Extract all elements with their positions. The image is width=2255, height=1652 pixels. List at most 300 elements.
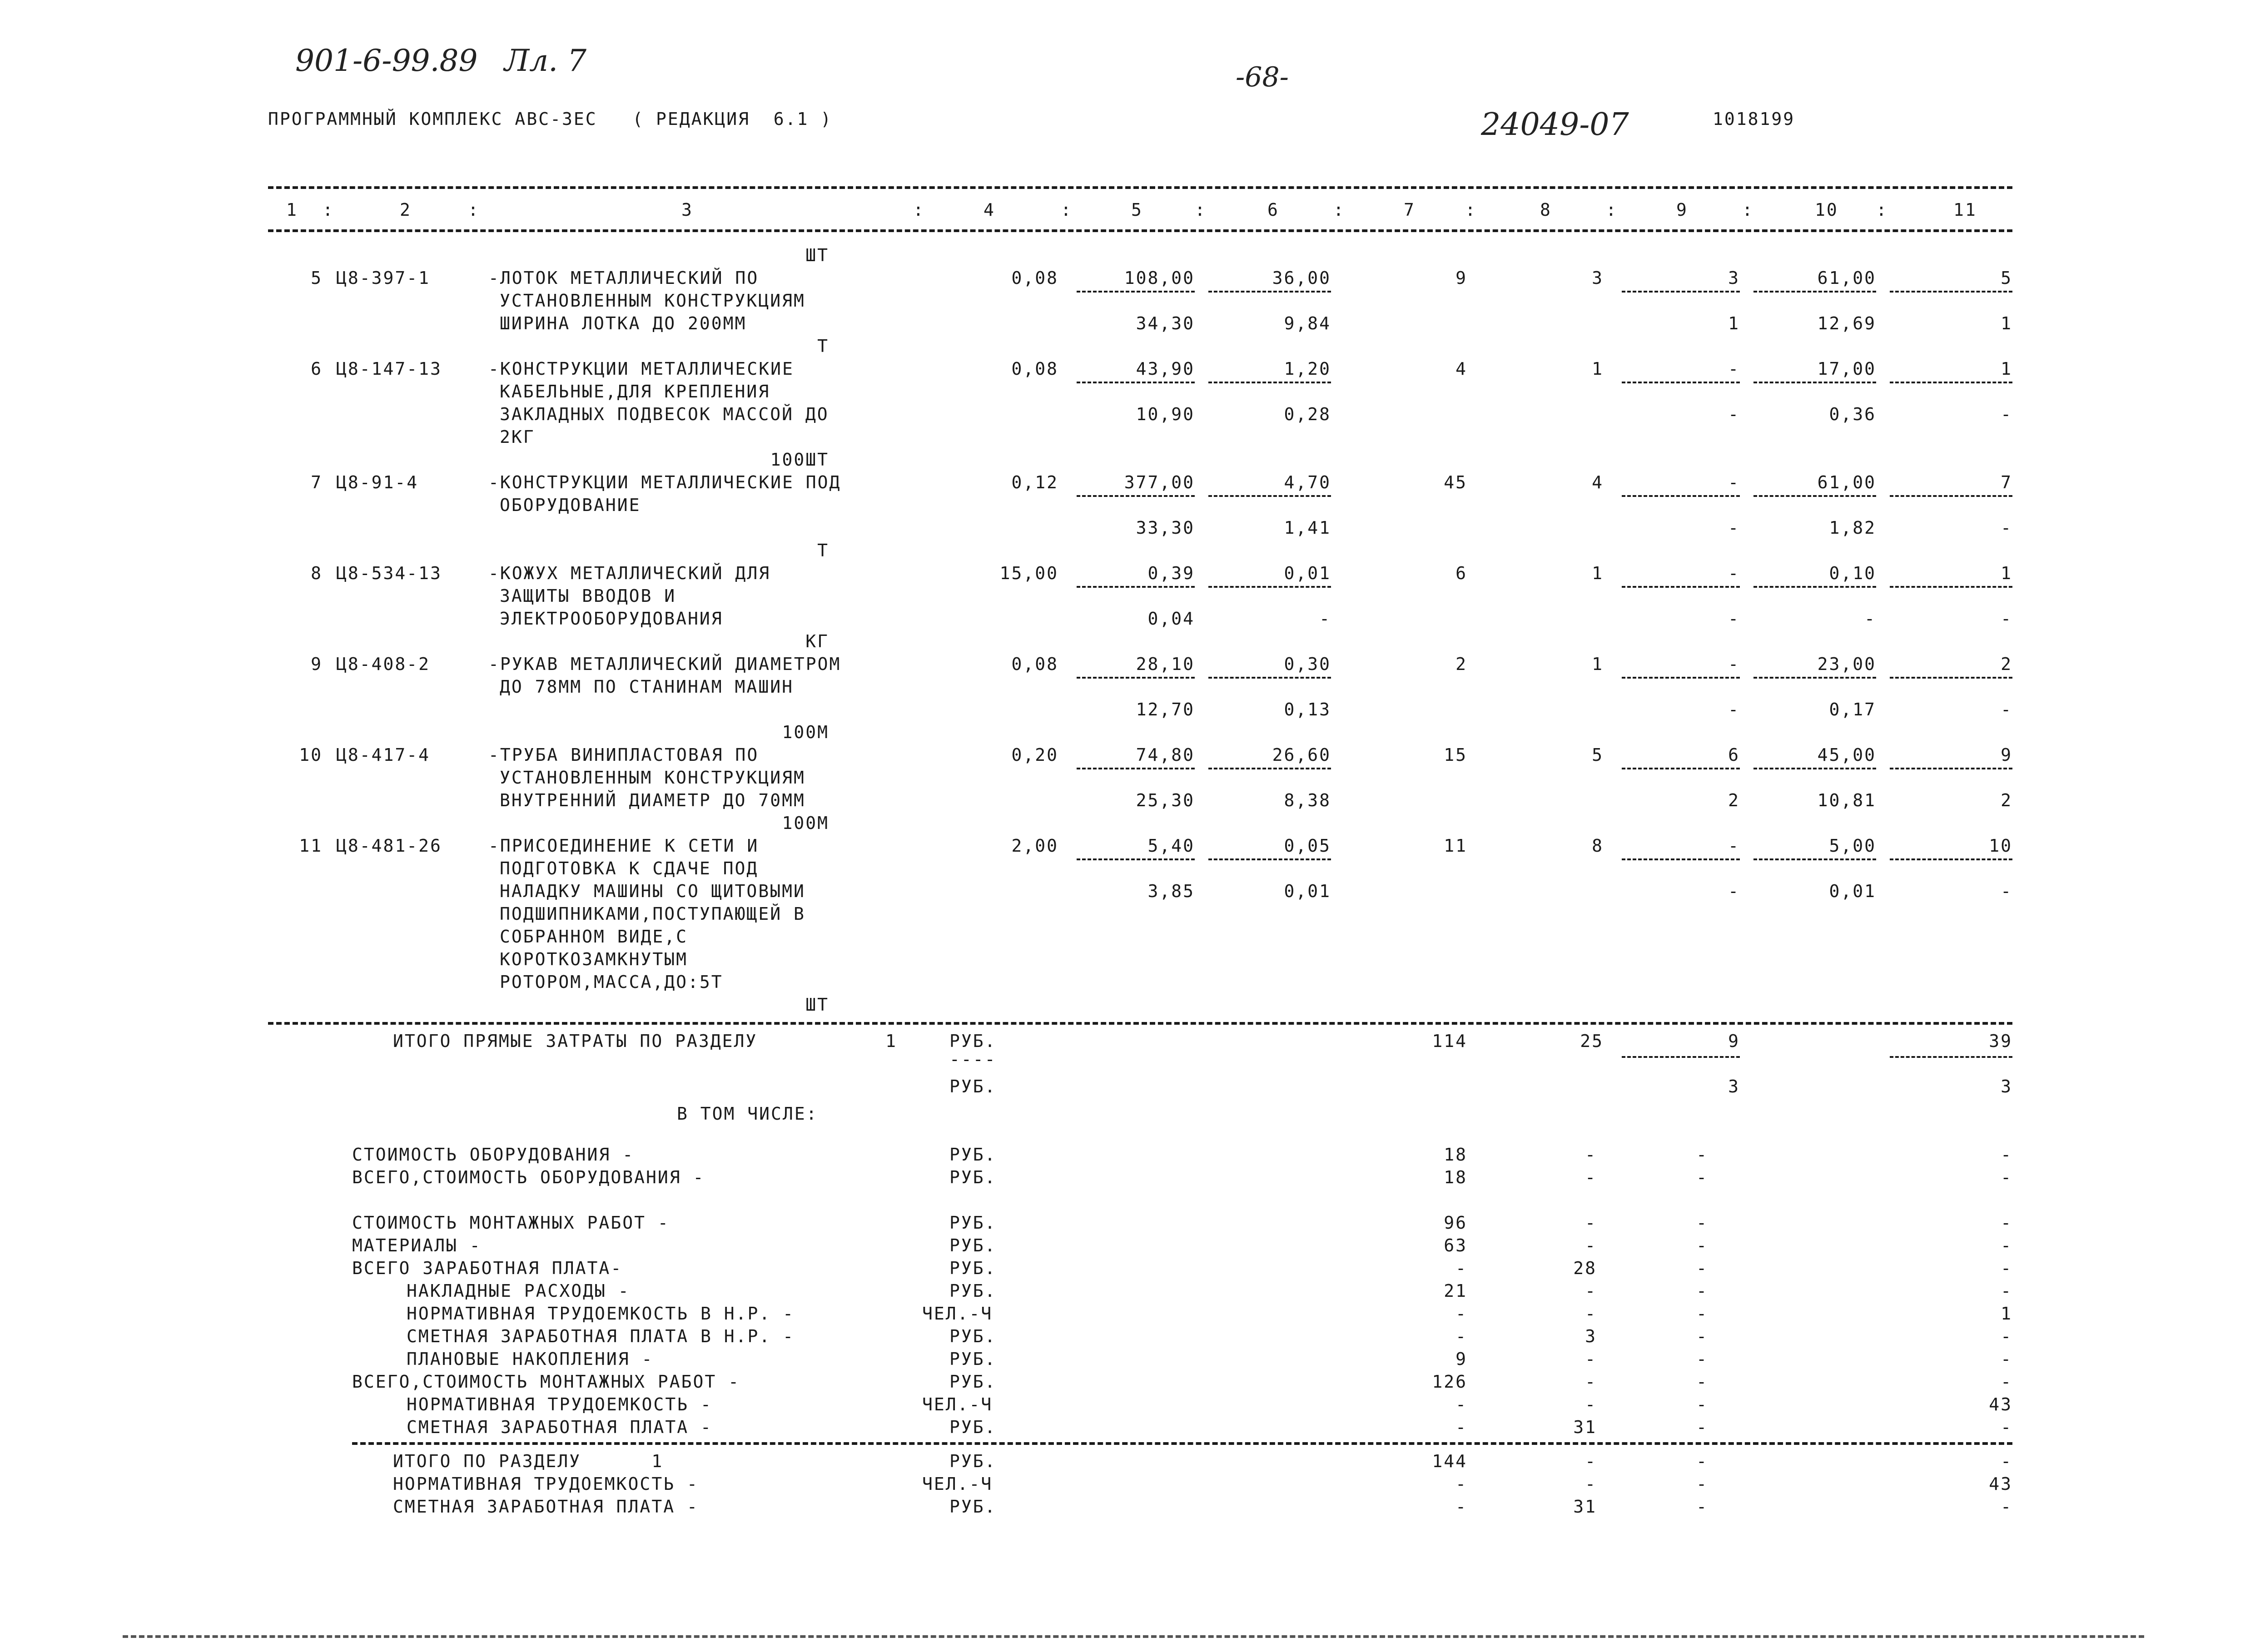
summary-col11: - xyxy=(2001,1167,2012,1187)
section-total-col9: - xyxy=(1696,1497,1708,1517)
col10-value: 0,10 xyxy=(1829,563,1876,583)
item-code: Ц8-91-4 xyxy=(336,472,419,492)
doc-number: 1018199 xyxy=(1713,109,1795,129)
item-description-line: НАЛАДКУ МАШИНЫ СО ЩИТОВЫМИ xyxy=(500,881,805,901)
column-number: 1 xyxy=(286,200,298,220)
col7-value: 2 xyxy=(1455,654,1467,674)
sub-rule xyxy=(1622,1056,1740,1058)
section-total-label: СМЕТНАЯ ЗАРАБОТНАЯ ПЛАТА - xyxy=(393,1497,699,1517)
section-total-col11: - xyxy=(2001,1497,2012,1517)
col7-value: 6 xyxy=(1455,563,1467,583)
direct-total-unit: РУБ. xyxy=(949,1031,997,1051)
item-description-line: 2КГ xyxy=(500,427,535,447)
item-code: Ц8-534-13 xyxy=(336,563,442,583)
sub-rule xyxy=(1753,382,1876,383)
summary-col11: - xyxy=(2001,1349,2012,1369)
summary-col7: 18 xyxy=(1444,1167,1467,1187)
col9-value: - xyxy=(1728,472,1740,492)
item-number: 5 xyxy=(311,268,323,288)
summary-col7: 18 xyxy=(1444,1145,1467,1165)
direct-total-col11: 39 xyxy=(1989,1031,2012,1051)
unit-label: 100М xyxy=(782,813,829,833)
item-number: 6 xyxy=(311,359,323,379)
sub-rule xyxy=(1622,858,1740,860)
col10-value: 61,00 xyxy=(1817,268,1876,288)
sub-rule xyxy=(1208,382,1331,383)
direct-total-unit2: РУБ. xyxy=(949,1077,997,1096)
summary-label: НАКЛАДНЫЕ РАСХОДЫ - xyxy=(407,1281,630,1301)
item-description-line: ЗАЩИТЫ ВВОДОВ И xyxy=(500,586,676,606)
sub-rule xyxy=(1753,291,1876,293)
item-description-line: ЭЛЕКТРООБОРУДОВАНИЯ xyxy=(500,609,723,629)
summary-col11: - xyxy=(2001,1145,2012,1165)
col8-value: 5 xyxy=(1592,745,1604,765)
unit-label: КГ xyxy=(805,631,829,651)
col5-value: 108,00 xyxy=(1124,268,1195,288)
col5-subvalue: 34,30 xyxy=(1136,313,1195,333)
summary-col7: 21 xyxy=(1444,1281,1467,1301)
column-separator: : xyxy=(1465,200,1477,220)
summary-col9: - xyxy=(1696,1281,1708,1301)
item-number: 8 xyxy=(311,563,323,583)
handwritten-doc-number: 24049-07 xyxy=(1481,107,1629,143)
summary-col8: - xyxy=(1585,1349,1597,1369)
col11-value: 1 xyxy=(2001,359,2012,379)
col6-subvalue: 8,38 xyxy=(1284,790,1331,810)
sub-rule xyxy=(1622,586,1740,588)
summary-label: ВСЕГО ЗАРАБОТНАЯ ПЛАТА- xyxy=(352,1258,623,1278)
section-total-col7: - xyxy=(1455,1474,1467,1494)
col5-value: 5,40 xyxy=(1147,836,1195,856)
program-title: ПРОГРАММНЫЙ КОМПЛЕКС АВС-3ЕС ( РЕДАКЦИЯ 6.1 ) xyxy=(268,109,833,129)
col5-subvalue: 33,30 xyxy=(1136,518,1195,538)
summary-label: ВСЕГО,СТОИМОСТЬ МОНТАЖНЫХ РАБОТ - xyxy=(352,1372,740,1392)
summary-col9: - xyxy=(1696,1167,1708,1187)
item-description-line: -РУКАВ МЕТАЛЛИЧЕСКИЙ ДИАМЕТРОМ xyxy=(488,654,841,674)
col11-subvalue: - xyxy=(2001,518,2012,538)
summary-col11: - xyxy=(2001,1372,2012,1392)
col10-subvalue: 10,81 xyxy=(1817,790,1876,810)
quantity: 15,00 xyxy=(999,563,1058,583)
col6-value: 1,20 xyxy=(1284,359,1331,379)
col10-value: 5,00 xyxy=(1829,836,1876,856)
column-separator: : xyxy=(1742,200,1754,220)
sub-rule xyxy=(1077,586,1195,588)
summary-col7: 63 xyxy=(1444,1235,1467,1255)
col9-subvalue: 1 xyxy=(1728,313,1740,333)
sub-rule xyxy=(1890,677,2012,679)
summary-col9: - xyxy=(1696,1213,1708,1233)
summary-col11: 1 xyxy=(2001,1304,2012,1324)
summary-col9: - xyxy=(1696,1326,1708,1346)
item-description-line: -ТРУБА ВИНИПЛАСТОВАЯ ПО xyxy=(488,745,759,765)
col6-subvalue: 1,41 xyxy=(1284,518,1331,538)
summary-unit: РУБ. xyxy=(949,1326,997,1346)
col9-value: 3 xyxy=(1728,268,1740,288)
unit-label: 100ШТ xyxy=(770,450,829,470)
summary-unit: ЧЕЛ.-Ч xyxy=(922,1394,993,1414)
sub-rule xyxy=(1208,858,1331,860)
column-number: 10 xyxy=(1815,200,1838,220)
column-separator: : xyxy=(468,200,480,220)
sub-rule xyxy=(1753,858,1876,860)
column-number: 5 xyxy=(1131,200,1143,220)
column-separator: : xyxy=(323,200,334,220)
direct-total-col11-sub: 3 xyxy=(2001,1077,2012,1096)
summary-col8: - xyxy=(1585,1145,1597,1165)
including-label: В ТОМ ЧИСЛЕ: xyxy=(677,1104,818,1124)
col6-value: 26,60 xyxy=(1272,745,1331,765)
section-total-col9: - xyxy=(1696,1474,1708,1494)
summary-label: СМЕТНАЯ ЗАРАБОТНАЯ ПЛАТА В Н.Р. - xyxy=(407,1326,795,1346)
section-total-col9: - xyxy=(1696,1451,1708,1471)
col9-value: - xyxy=(1728,654,1740,674)
sub-rule xyxy=(1622,382,1740,383)
column-number: 8 xyxy=(1540,200,1552,220)
column-number: 7 xyxy=(1404,200,1416,220)
col10-value: 45,00 xyxy=(1817,745,1876,765)
col8-value: 8 xyxy=(1592,836,1604,856)
sub-rule xyxy=(1208,768,1331,769)
summary-label: МАТЕРИАЛЫ - xyxy=(352,1235,482,1255)
section-total-col11: 43 xyxy=(1989,1474,2012,1494)
summary-col11: 43 xyxy=(1989,1394,2012,1414)
summary-col8: - xyxy=(1585,1213,1597,1233)
bottom-dotted-line xyxy=(123,1635,2144,1638)
col10-subvalue: 12,69 xyxy=(1817,313,1876,333)
col10-value: 17,00 xyxy=(1817,359,1876,379)
column-separator: : xyxy=(1333,200,1345,220)
sub-rule xyxy=(1890,382,2012,383)
col11-subvalue: 2 xyxy=(2001,790,2012,810)
col10-value: 61,00 xyxy=(1817,472,1876,492)
section-total-unit: РУБ. xyxy=(949,1451,997,1471)
column-number: 11 xyxy=(1953,200,1977,220)
summary-col7: 126 xyxy=(1432,1372,1467,1392)
col6-subvalue: 9,84 xyxy=(1284,313,1331,333)
quantity: 0,12 xyxy=(1011,472,1058,492)
col8-value: 1 xyxy=(1592,563,1604,583)
sub-rule xyxy=(1622,291,1740,293)
summary-col9: - xyxy=(1696,1258,1708,1278)
summary-col9: - xyxy=(1696,1349,1708,1369)
col8-value: 1 xyxy=(1592,654,1604,674)
col8-value: 1 xyxy=(1592,359,1604,379)
summary-col9: - xyxy=(1696,1394,1708,1414)
sub-rule xyxy=(1890,586,2012,588)
direct-total-label: ИТОГО ПРЯМЫЕ ЗАТРАТЫ ПО РАЗДЕЛУ xyxy=(393,1031,758,1051)
section-total-rule xyxy=(352,1442,2012,1445)
col9-subvalue: - xyxy=(1728,404,1740,424)
column-separator: : xyxy=(1876,200,1888,220)
summary-unit: РУБ. xyxy=(949,1349,997,1369)
summary-col9: - xyxy=(1696,1145,1708,1165)
col9-subvalue: - xyxy=(1728,609,1740,629)
sub-rule xyxy=(1622,495,1740,497)
item-description-line: РОТОРОМ,МАССА,ДО:5Т xyxy=(500,972,723,992)
summary-col9: - xyxy=(1696,1417,1708,1437)
unit-label: ШТ xyxy=(805,995,829,1015)
summary-col7: - xyxy=(1455,1417,1467,1437)
item-description-line: -КОЖУХ МЕТАЛЛИЧЕСКИЙ ДЛЯ xyxy=(488,563,771,583)
sub-rule xyxy=(1890,1056,2012,1058)
col7-value: 9 xyxy=(1455,268,1467,288)
summary-col7: 96 xyxy=(1444,1213,1467,1233)
direct-total-col9: 9 xyxy=(1728,1031,1740,1051)
sub-rule xyxy=(1622,677,1740,679)
summary-unit: РУБ. xyxy=(949,1145,997,1165)
col5-value: 43,90 xyxy=(1136,359,1195,379)
item-description-line: -КОНСТРУКЦИИ МЕТАЛЛИЧЕСКИЕ ПОД xyxy=(488,472,841,492)
column-number: 3 xyxy=(681,200,693,220)
summary-label: НОРМАТИВНАЯ ТРУДОЕМКОСТЬ - xyxy=(407,1394,712,1414)
col10-subvalue: 0,17 xyxy=(1829,699,1876,719)
item-description-line: -ПРИСОЕДИНЕНИЕ К СЕТИ И xyxy=(488,836,759,856)
item-description-line: ШИРИНА ЛОТКА ДО 200ММ xyxy=(500,313,747,333)
col11-value: 5 xyxy=(2001,268,2012,288)
item-description-line: ПОДГОТОВКА К СДАЧЕ ПОД xyxy=(500,858,759,878)
col11-value: 7 xyxy=(2001,472,2012,492)
item-code: Ц8-417-4 xyxy=(336,745,431,765)
summary-col11: - xyxy=(2001,1235,2012,1255)
col6-subvalue: - xyxy=(1319,609,1331,629)
direct-total-dash: ---- xyxy=(949,1049,997,1069)
sub-rule xyxy=(1208,291,1331,293)
col6-value: 4,70 xyxy=(1284,472,1331,492)
summary-label: СТОИМОСТЬ МОНТАЖНЫХ РАБОТ - xyxy=(352,1213,670,1233)
summary-label: СТОИМОСТЬ ОБОРУДОВАНИЯ - xyxy=(352,1145,635,1165)
section-total-col8: 31 xyxy=(1573,1497,1597,1517)
item-description-line: УСТАНОВЛЕННЫМ КОНСТРУКЦИЯМ xyxy=(500,768,805,788)
col5-subvalue: 3,85 xyxy=(1147,881,1195,901)
col8-value: 3 xyxy=(1592,268,1604,288)
summary-col11: - xyxy=(2001,1258,2012,1278)
item-number: 9 xyxy=(311,654,323,674)
column-number: 6 xyxy=(1267,200,1279,220)
summary-col8: - xyxy=(1585,1235,1597,1255)
col5-subvalue: 0,04 xyxy=(1147,609,1195,629)
col10-subvalue: 0,36 xyxy=(1829,404,1876,424)
summary-unit: РУБ. xyxy=(949,1167,997,1187)
summary-col7: - xyxy=(1455,1326,1467,1346)
item-code: Ц8-147-13 xyxy=(336,359,442,379)
col11-value: 9 xyxy=(2001,745,2012,765)
summary-col11: - xyxy=(2001,1417,2012,1437)
quantity: 0,20 xyxy=(1011,745,1058,765)
sub-rule xyxy=(1890,768,2012,769)
summary-label: НОРМАТИВНАЯ ТРУДОЕМКОСТЬ В Н.Р. - xyxy=(407,1304,795,1324)
summary-label: ВСЕГО,СТОИМОСТЬ ОБОРУДОВАНИЯ - xyxy=(352,1167,705,1187)
col9-subvalue: - xyxy=(1728,518,1740,538)
summary-col8: - xyxy=(1585,1304,1597,1324)
section-rule xyxy=(268,1022,2012,1025)
sub-rule xyxy=(1753,677,1876,679)
section-total-label: ИТОГО ПО РАЗДЕЛУ 1 xyxy=(393,1451,664,1471)
col8-value: 4 xyxy=(1592,472,1604,492)
section-total-col8: - xyxy=(1585,1474,1597,1494)
col9-value: - xyxy=(1728,359,1740,379)
col11-value: 2 xyxy=(2001,654,2012,674)
summary-col7: 9 xyxy=(1455,1349,1467,1369)
section-total-col7: - xyxy=(1455,1497,1467,1517)
section-total-unit: ЧЕЛ.-Ч xyxy=(922,1474,993,1494)
col5-value: 377,00 xyxy=(1124,472,1195,492)
section-total-col11: - xyxy=(2001,1451,2012,1471)
col7-value: 15 xyxy=(1444,745,1467,765)
sub-rule xyxy=(1753,495,1876,497)
item-number: 7 xyxy=(311,472,323,492)
sub-rule xyxy=(1753,768,1876,769)
summary-col8: - xyxy=(1585,1372,1597,1392)
col11-subvalue: - xyxy=(2001,609,2012,629)
col11-subvalue: - xyxy=(2001,699,2012,719)
summary-col7: - xyxy=(1455,1304,1467,1324)
quantity: 0,08 xyxy=(1011,654,1058,674)
unit-label: Т xyxy=(817,541,829,561)
col10-subvalue: - xyxy=(1864,609,1876,629)
col9-subvalue: - xyxy=(1728,881,1740,901)
sub-rule xyxy=(1077,858,1195,860)
summary-col9: - xyxy=(1696,1304,1708,1324)
col11-value: 10 xyxy=(1989,836,2012,856)
column-separator: : xyxy=(1606,200,1618,220)
summary-unit: РУБ. xyxy=(949,1417,997,1437)
col9-subvalue: 2 xyxy=(1728,790,1740,810)
section-total-label: НОРМАТИВНАЯ ТРУДОЕМКОСТЬ - xyxy=(393,1474,699,1494)
summary-col9: - xyxy=(1696,1235,1708,1255)
item-description-line: КАБЕЛЬНЫЕ,ДЛЯ КРЕПЛЕНИЯ xyxy=(500,382,770,402)
sub-rule xyxy=(1208,495,1331,497)
direct-total-section: 1 xyxy=(885,1031,897,1051)
summary-col8: - xyxy=(1585,1281,1597,1301)
direct-total-col8: 25 xyxy=(1580,1031,1604,1051)
summary-col8: - xyxy=(1585,1167,1597,1187)
section-total-unit: РУБ. xyxy=(949,1497,997,1517)
quantity: 2,00 xyxy=(1011,836,1058,856)
sub-rule xyxy=(1890,291,2012,293)
summary-col11: - xyxy=(2001,1326,2012,1346)
col7-value: 45 xyxy=(1444,472,1467,492)
summary-col7: - xyxy=(1455,1258,1467,1278)
unit-label: ШТ xyxy=(805,245,829,265)
col6-subvalue: 0,28 xyxy=(1284,404,1331,424)
col6-subvalue: 0,01 xyxy=(1284,881,1331,901)
col6-value: 36,00 xyxy=(1272,268,1331,288)
col10-subvalue: 1,82 xyxy=(1829,518,1876,538)
item-description-line: КОРОТКОЗАМКНУТЫМ xyxy=(500,949,688,969)
col6-value: 0,30 xyxy=(1284,654,1331,674)
table-header-rule xyxy=(268,229,2012,232)
column-separator: : xyxy=(1061,200,1073,220)
sub-rule xyxy=(1890,858,2012,860)
summary-col9: - xyxy=(1696,1372,1708,1392)
section-total-col7: 144 xyxy=(1432,1451,1467,1471)
col5-subvalue: 10,90 xyxy=(1136,404,1195,424)
summary-col8: 3 xyxy=(1585,1326,1597,1346)
item-code: Ц8-408-2 xyxy=(336,654,431,674)
quantity: 0,08 xyxy=(1011,359,1058,379)
col11-value: 1 xyxy=(2001,563,2012,583)
item-description-line: УСТАНОВЛЕННЫМ КОНСТРУКЦИЯМ xyxy=(500,291,805,311)
col11-subvalue: 1 xyxy=(2001,313,2012,333)
summary-col7: - xyxy=(1455,1394,1467,1414)
col6-subvalue: 0,13 xyxy=(1284,699,1331,719)
summary-unit: РУБ. xyxy=(949,1258,997,1278)
item-description-line: -КОНСТРУКЦИИ МЕТАЛЛИЧЕСКИЕ xyxy=(488,359,794,379)
table-top-rule xyxy=(268,186,2012,189)
page-number: -68- xyxy=(1236,61,1289,93)
summary-col8: 31 xyxy=(1573,1417,1597,1437)
sub-rule xyxy=(1753,586,1876,588)
sub-rule xyxy=(1077,677,1195,679)
col6-value: 0,05 xyxy=(1284,836,1331,856)
col5-value: 74,80 xyxy=(1136,745,1195,765)
column-number: 4 xyxy=(983,200,995,220)
col11-subvalue: - xyxy=(2001,881,2012,901)
column-separator: : xyxy=(1195,200,1207,220)
sub-rule xyxy=(1622,768,1740,769)
unit-label: Т xyxy=(817,336,829,356)
col10-value: 23,00 xyxy=(1817,654,1876,674)
col5-value: 0,39 xyxy=(1147,563,1195,583)
item-description-line: ДО 78ММ ПО СТАНИНАМ МАШИН xyxy=(500,677,794,697)
item-description-line: ОБОРУДОВАНИЕ xyxy=(500,495,641,515)
sub-rule xyxy=(1077,768,1195,769)
summary-unit: РУБ. xyxy=(949,1235,997,1255)
summary-col11: - xyxy=(2001,1281,2012,1301)
summary-col8: - xyxy=(1585,1394,1597,1414)
col9-value: - xyxy=(1728,836,1740,856)
item-description-line: ПОДШИПНИКАМИ,ПОСТУПАЮЩЕЙ В xyxy=(500,904,805,924)
col9-subvalue: - xyxy=(1728,699,1740,719)
item-description-line: СОБРАННОМ ВИДЕ,С xyxy=(500,927,688,947)
col5-subvalue: 25,30 xyxy=(1136,790,1195,810)
summary-unit: РУБ. xyxy=(949,1213,997,1233)
summary-col8: 28 xyxy=(1573,1258,1597,1278)
sub-rule xyxy=(1208,586,1331,588)
col6-value: 0,01 xyxy=(1284,563,1331,583)
summary-unit: ЧЕЛ.-Ч xyxy=(922,1304,993,1324)
sub-rule xyxy=(1077,495,1195,497)
item-description-line: ВНУТРЕННИЙ ДИАМЕТР ДО 70ММ xyxy=(500,790,805,810)
sub-rule xyxy=(1077,382,1195,383)
col11-subvalue: - xyxy=(2001,404,2012,424)
summary-label: ПЛАНОВЫЕ НАКОПЛЕНИЯ - xyxy=(407,1349,654,1369)
column-number: 9 xyxy=(1676,200,1688,220)
sub-rule xyxy=(1890,495,2012,497)
col7-value: 11 xyxy=(1444,836,1467,856)
item-code: Ц8-397-1 xyxy=(336,268,431,288)
summary-unit: РУБ. xyxy=(949,1372,997,1392)
direct-total-col7: 114 xyxy=(1432,1031,1467,1051)
sub-rule xyxy=(1077,291,1195,293)
quantity: 0,08 xyxy=(1011,268,1058,288)
summary-col11: - xyxy=(2001,1213,2012,1233)
column-separator: : xyxy=(913,200,925,220)
sub-rule xyxy=(1208,677,1331,679)
col5-value: 28,10 xyxy=(1136,654,1195,674)
summary-label: СМЕТНАЯ ЗАРАБОТНАЯ ПЛАТА - xyxy=(407,1417,712,1437)
col7-value: 4 xyxy=(1455,359,1467,379)
col5-subvalue: 12,70 xyxy=(1136,699,1195,719)
col9-value: - xyxy=(1728,563,1740,583)
item-number: 10 xyxy=(299,745,323,765)
direct-total-col9-sub: 3 xyxy=(1728,1077,1740,1096)
item-description-line: ЗАКЛАДНЫХ ПОДВЕСОК МАССОЙ ДО xyxy=(500,404,829,424)
col10-subvalue: 0,01 xyxy=(1829,881,1876,901)
handwritten-code: 901-6-99.89 xyxy=(295,43,478,78)
sheet-label: Лл. 7 xyxy=(504,43,587,78)
